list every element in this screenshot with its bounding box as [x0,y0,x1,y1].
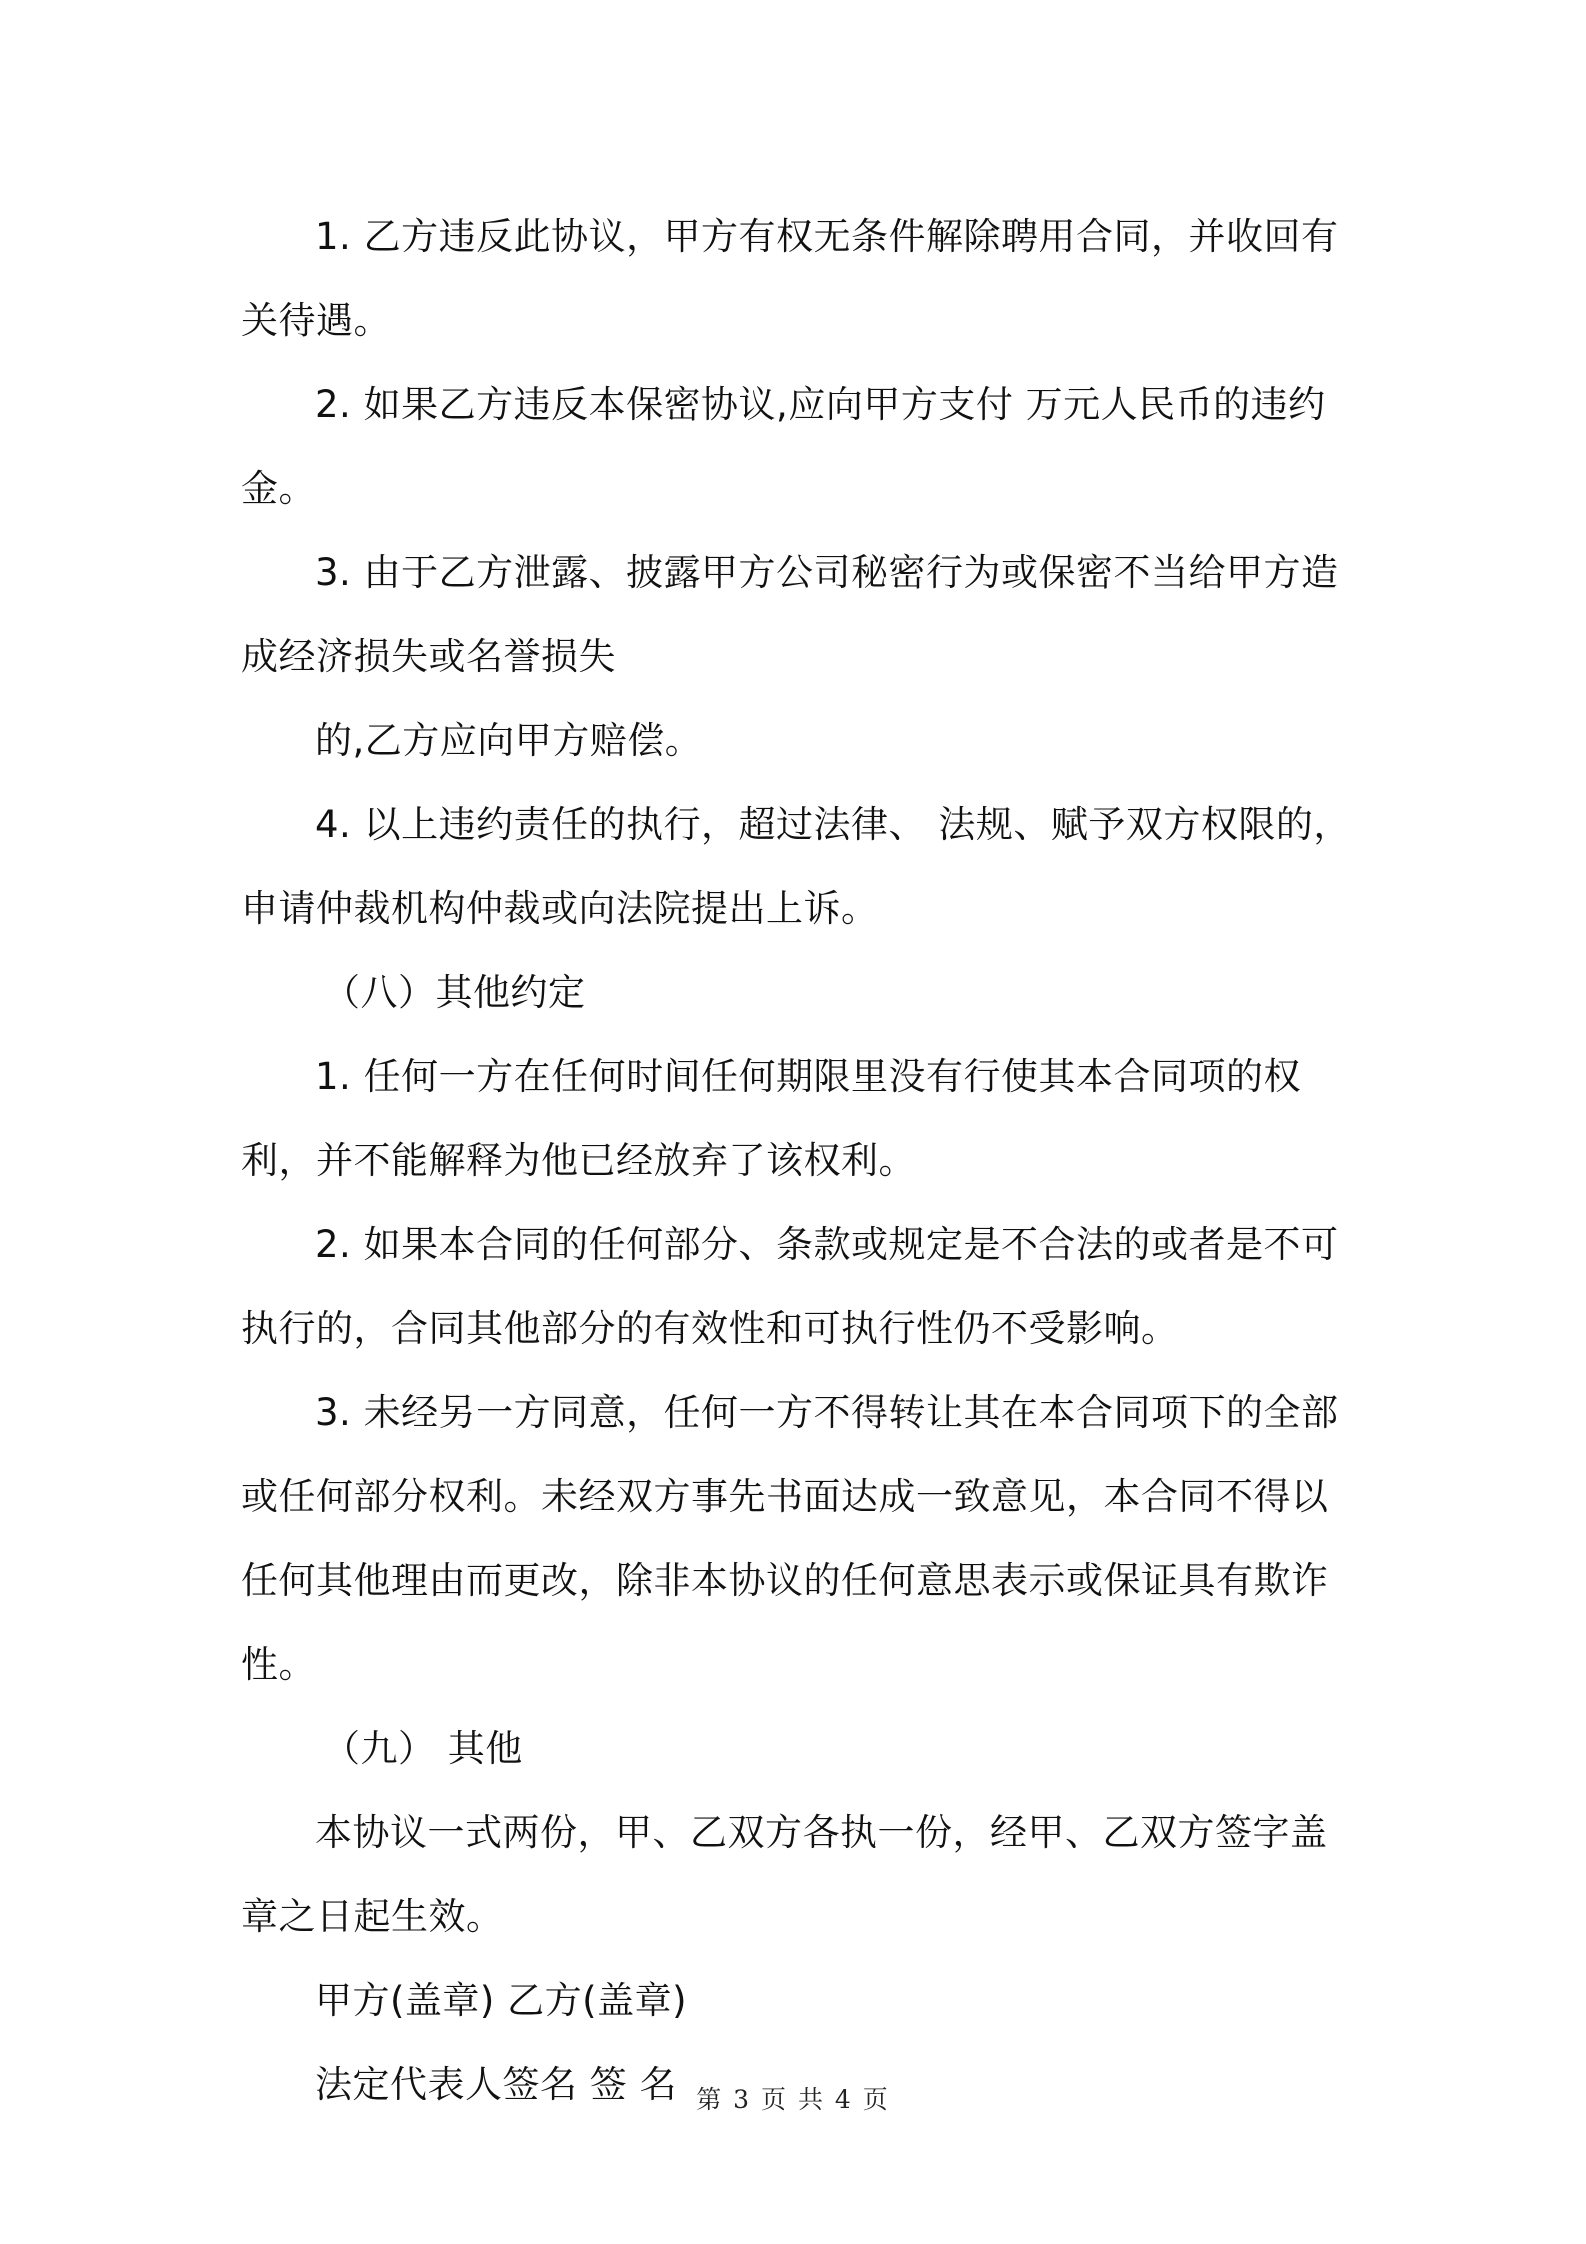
document-body [241,195,1353,2127]
page-number-footer: 第 3 页 共 4 页 [696,2085,890,2114]
clause-breach-termination: 1. 乙方违反此协议，甲方有权无条件解除聘用合同，并收回有关待遇。 [241,215,1339,342]
clause-copies-effective: 本协议一式两份，甲、乙双方各执一份，经甲、乙双方签字盖章之日起生效。 [241,1811,1328,1938]
clause-assignment: 3. 未经另一方同意，任何一方不得转让其在本合同项下的全部或任何部分权利。未经双方事先书面达成一致意见，本合同不得以任何其他理由而更改，除非本协议的任何意思表示或保证具有欺诈性。 [241,1391,1339,1686]
clause-breach-damages-continued: 的,乙方应向甲方赔偿。 [315,719,703,762]
clause-waiver: 1. 任何一方在任何时间任何期限里没有行使其本合同项的权利，并不能解释为他已经放弃了该权利。 [241,1055,1302,1182]
section-heading-other-agreements: （八）其他约定 [323,971,586,1014]
signature-name-line: 法定代表人签名 签 名 [315,2063,678,2106]
clause-breach-damages: 3. 由于乙方泄露、披露甲方公司秘密行为或保密不当给甲方造成经济损失或名誉损失 [241,551,1339,678]
clause-breach-arbitration: 4. 以上违约责任的执行，超过法律、 法规、赋予双方权限的，申请仲裁机构仲裁或向法院提出上诉。 [241,803,1351,930]
clause-severability: 2. 如果本合同的任何部分、条款或规定是不合法的或者是不可执行的，合同其他部分的有效性和可执行性仍不受影响。 [241,1223,1339,1350]
section-heading-other: （九） 其他 [323,1727,523,1770]
signature-seal-line: 甲方(盖章) 乙方(盖章) [315,1979,688,2022]
clause-breach-penalty: 2. 如果乙方违反本保密协议,应向甲方支付 万元人民币的违约金。 [241,383,1326,510]
